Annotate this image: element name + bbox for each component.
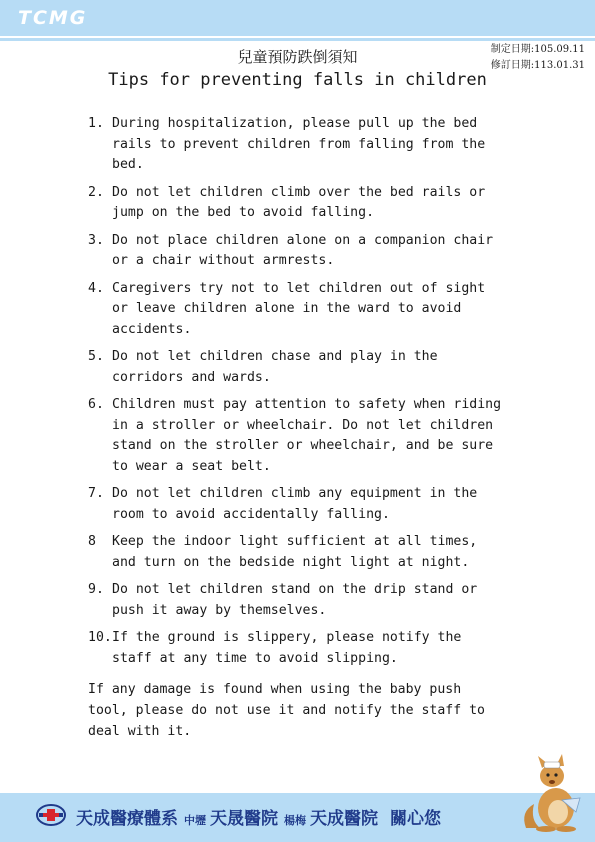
footer-hospital-names	[76, 804, 441, 829]
tip-number: 1.	[88, 116, 104, 131]
established-date: 制定日期:105.09.11	[490, 44, 585, 55]
tip-text: If the ground is slippery, please notify the staff at any time to avoid slipping.	[112, 630, 462, 666]
kangaroo-nurse-mascot-icon	[516, 752, 588, 832]
tip-item	[88, 347, 508, 388]
revised-date: 修訂日期:113.01.31	[490, 60, 585, 71]
tip-text: Do not place children alone on a companion chair or a chair without armrests.	[112, 232, 494, 268]
tip-item	[88, 532, 508, 573]
tip-item	[88, 395, 508, 477]
brand-logo-text: TCMG	[18, 7, 88, 29]
tip-item	[88, 231, 508, 272]
footer-group-name: 天成醫療體系	[76, 809, 178, 829]
footer-hospital-2: 天成醫院	[310, 809, 378, 829]
tip-item	[88, 580, 508, 621]
tip-number: 4.	[88, 280, 104, 296]
footer-hospital-1: 天晟醫院	[210, 809, 278, 829]
tip-text: Keep the indoor light sufficient at all times, and turn on the bedside night light at night.	[112, 534, 478, 570]
title-chinese: 兒童預防跌倒須知	[237, 48, 358, 66]
tip-number: 5.	[88, 349, 104, 364]
tip-text: Do not let children stand on the drip stand or push it away by themselves.	[112, 582, 478, 618]
closing-note: If any damage is found when using the baby push tool, please do not use it and notify the staff to deal with it.	[88, 682, 485, 739]
tip-item	[88, 279, 508, 341]
tip-text: Children must pay attention to safety when riding in a stroller or wheelchair. Do not let children stand on the stroller or wheelchair, and be sure to wear a seat belt.	[112, 397, 502, 474]
tip-number: 9.	[88, 582, 104, 597]
tip-number: 3.	[88, 232, 104, 248]
tip-item	[88, 114, 508, 176]
tip-number: 6.	[88, 397, 104, 412]
tip-item	[88, 183, 508, 224]
tip-number: 10.	[88, 630, 112, 645]
tip-item	[88, 484, 508, 525]
tip-number: 2.	[88, 184, 104, 200]
tip-text: Caregivers try not to let children out of sight or leave children alone in the ward to avoid accidents.	[112, 280, 486, 337]
tip-text: During hospitalization, please pull up the bed rails to prevent children from falling from the bed.	[112, 116, 486, 172]
tip-number: 7.	[88, 486, 104, 501]
header-band	[0, 0, 595, 36]
footer-slogan: 關心您	[390, 809, 441, 829]
tip-number: 8	[88, 534, 96, 549]
hospital-cross-logo-icon	[36, 804, 66, 826]
tip-item	[88, 628, 508, 669]
footer-location-2: 楊梅	[284, 814, 306, 827]
tip-text: Do not let children climb over the bed rails or jump on the bed to avoid falling.	[112, 184, 486, 220]
tip-text: Do not let children chase and play in the corridors and wards.	[112, 349, 438, 385]
footer-location-1: 中壢	[184, 814, 206, 827]
tips-list	[88, 114, 508, 676]
tip-text: Do not let children climb any equipment in the room to avoid accidentally falling.	[112, 486, 478, 522]
header-divider	[0, 38, 595, 41]
title-english: Tips for preventing falls in children	[108, 70, 487, 90]
